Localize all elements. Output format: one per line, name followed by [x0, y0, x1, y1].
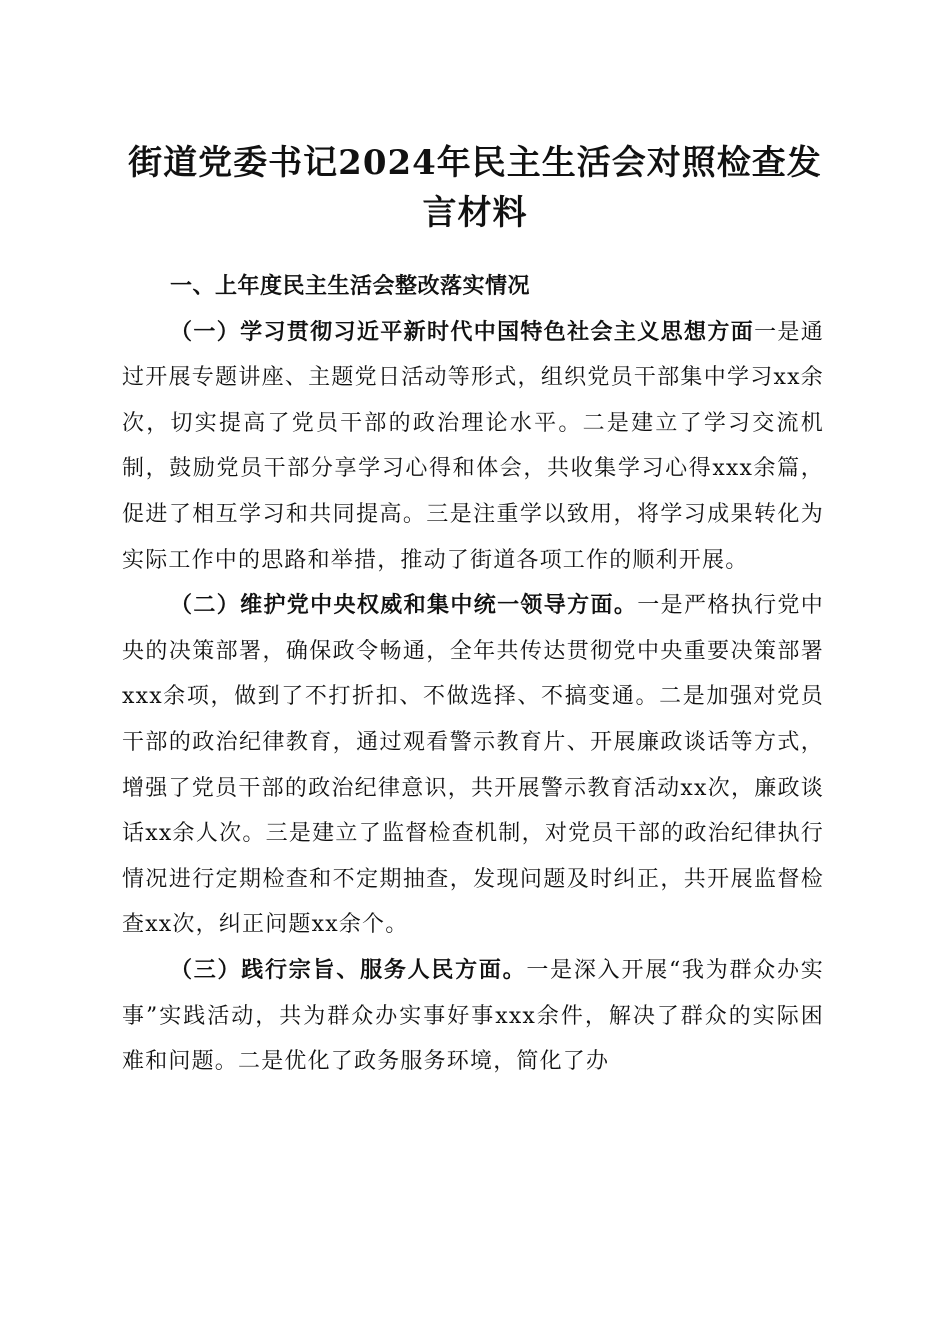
paragraph-1-text: 一是通过开展专题讲座、主题党日活动等形式，组织党员干部集中学习xx余次，切实提高了党员干部的政治理论水平。二是建立了学习交流机制，鼓励党员干部分享学习心得和体会，共收集学习心得xxx余篇，促进了相互学习和共同提高。三是注重学以致用，将学习成果转化为实际工作中的思路和举措，推动了街道各项工作的顺利开展。 [122, 319, 824, 573]
section-heading: 一、上年度民主生活会整改落实情况 [170, 274, 531, 299]
paragraph-2 [122, 583, 824, 948]
paragraph-2-text: 一是严格执行党中央的决策部署，确保政令畅通，全年共传达贯彻党中央重要决策部署xxx余项，做到了不打折扣、不做选择、不搞变通。二是加强对党员干部的政治纪律教育，通过观看警示教育片、开展廉政谈话等方式，增强了党员干部的政治纪律意识，共开展警示教育活动xx次，廉政谈话xx余人次。三是建立了监督检查机制，对党员干部的政治纪律执行情况进行定期检查和不定期抽查，发现问题及时纠正，共开展监督检查xx次，纠正问题xx余个。 [122, 593, 824, 938]
paragraph-3-text: 一是深入开展“我为群众办实事”实践活动，共为群众办实事好事xxx余件，解决了群众的实际困难和问题。二是优化了政务服务环境，简化了办 [122, 957, 824, 1075]
subheading-2: （二）维护党中央权威和集中统一领导方面。 [170, 592, 638, 619]
subheading-3: （三）践行宗旨、服务人民方面。 [170, 956, 527, 983]
paragraph-3 [122, 948, 824, 1085]
document-body [122, 264, 824, 1085]
paragraph-1 [122, 310, 824, 584]
document-title: 街道党委书记2024年民主生活会对照检查发言材料 [128, 143, 822, 233]
subheading-1: （一）学习贯彻习近平新时代中国特色社会主义思想方面 [170, 318, 755, 345]
